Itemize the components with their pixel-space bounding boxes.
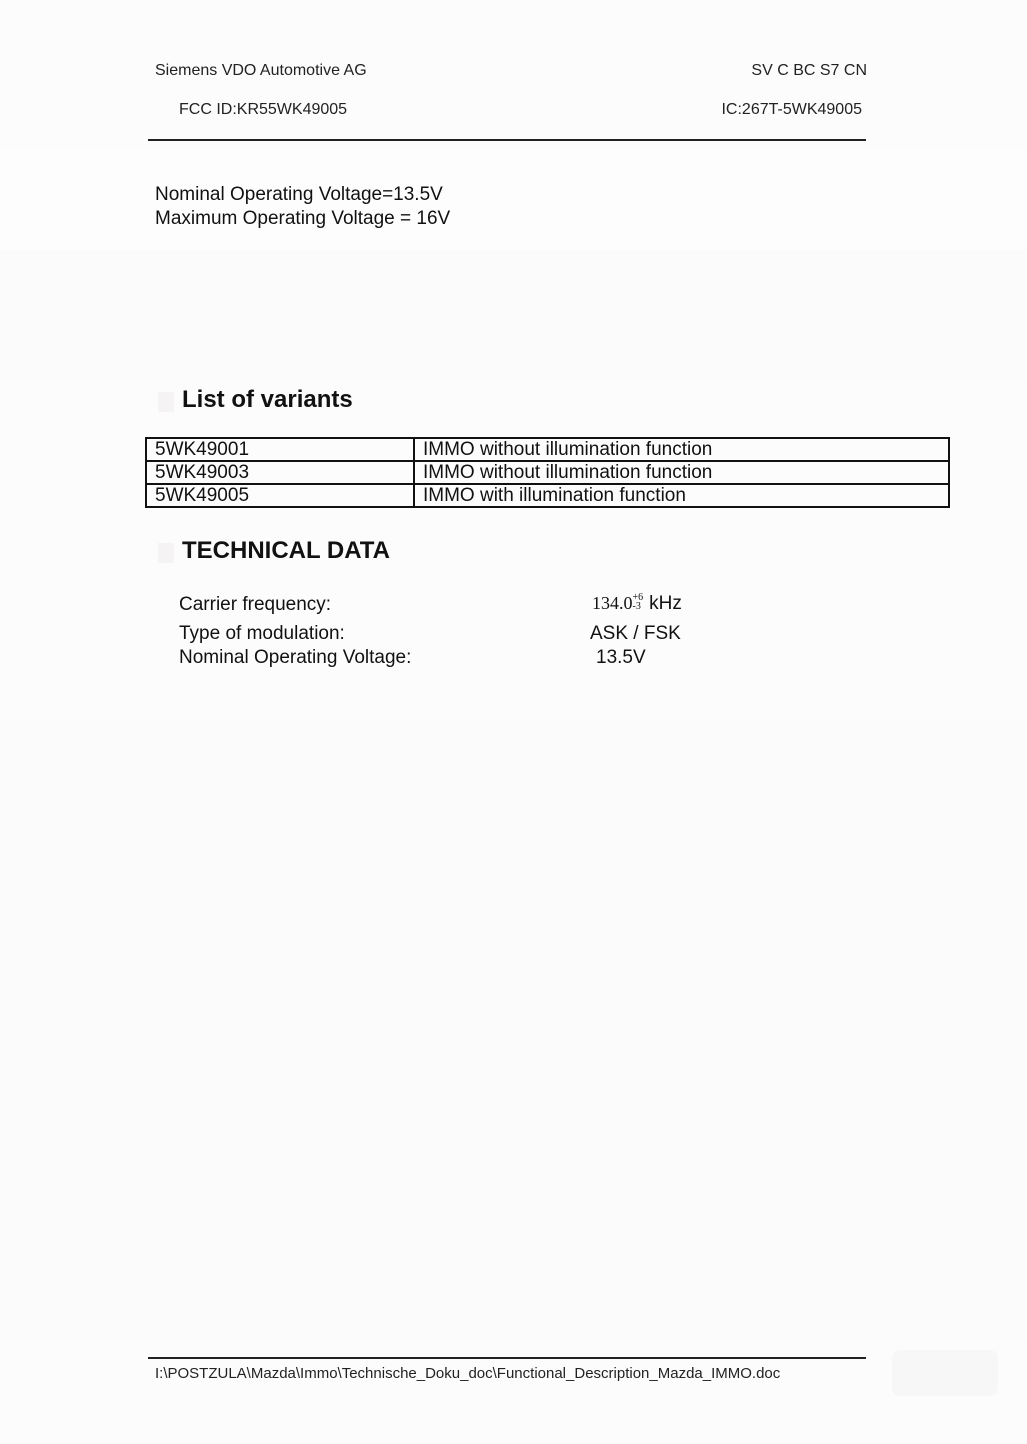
table-row <box>146 461 949 484</box>
page-band <box>0 720 1027 1340</box>
variants-table <box>145 437 950 508</box>
modulation-label: Type of modulation: <box>179 623 345 644</box>
footer-rule <box>148 1357 866 1359</box>
page-band <box>0 250 1027 380</box>
variant-description: IMMO with illumination function <box>414 484 949 507</box>
heading-number-mark <box>158 543 174 563</box>
header-ic-id: IC:267T-5WK49005 <box>721 101 862 118</box>
carrier-frequency-tolerance <box>633 593 644 611</box>
variant-description: IMMO without illumination function <box>414 461 949 484</box>
maximum-voltage-line: Maximum Operating Voltage = 16V <box>155 208 451 229</box>
modulation-value: ASK / FSK <box>590 623 681 644</box>
variant-part-number: 5WK49005 <box>146 484 414 507</box>
variant-part-number: 5WK49003 <box>146 461 414 484</box>
heading-number-mark <box>158 392 174 412</box>
header-department: SV C BC S7 CN <box>751 62 867 79</box>
table-row <box>146 484 949 507</box>
carrier-frequency-value <box>592 593 682 615</box>
footer-file-path: I:\POSTZULA\Mazda\Immo\Technische_Doku_doc\Functional_Description_Mazda_IMMO.doc <box>155 1365 781 1382</box>
scan-smudge <box>892 1350 998 1396</box>
tolerance-plus: +6 <box>632 591 644 603</box>
carrier-frequency-number: 134.0 <box>592 593 633 613</box>
header-company: Siemens VDO Automotive AG <box>155 62 367 79</box>
variants-heading: List of variants <box>182 386 353 413</box>
variant-part-number: 5WK49001 <box>146 438 414 461</box>
technical-heading: TECHNICAL DATA <box>182 537 390 564</box>
operating-voltage-label: Nominal Operating Voltage: <box>179 647 412 668</box>
variant-description: IMMO without illumination function <box>414 438 949 461</box>
nominal-voltage-line: Nominal Operating Voltage=13.5V <box>155 184 443 205</box>
header-rule <box>148 139 866 141</box>
carrier-frequency-unit: kHz <box>649 593 682 614</box>
carrier-frequency-label: Carrier frequency: <box>179 594 332 615</box>
header-fcc-id: FCC ID:KR55WK49005 <box>179 101 348 118</box>
table-row <box>146 438 949 461</box>
tolerance-minus: -3 <box>632 600 641 612</box>
operating-voltage-value: 13.5V <box>596 647 646 668</box>
